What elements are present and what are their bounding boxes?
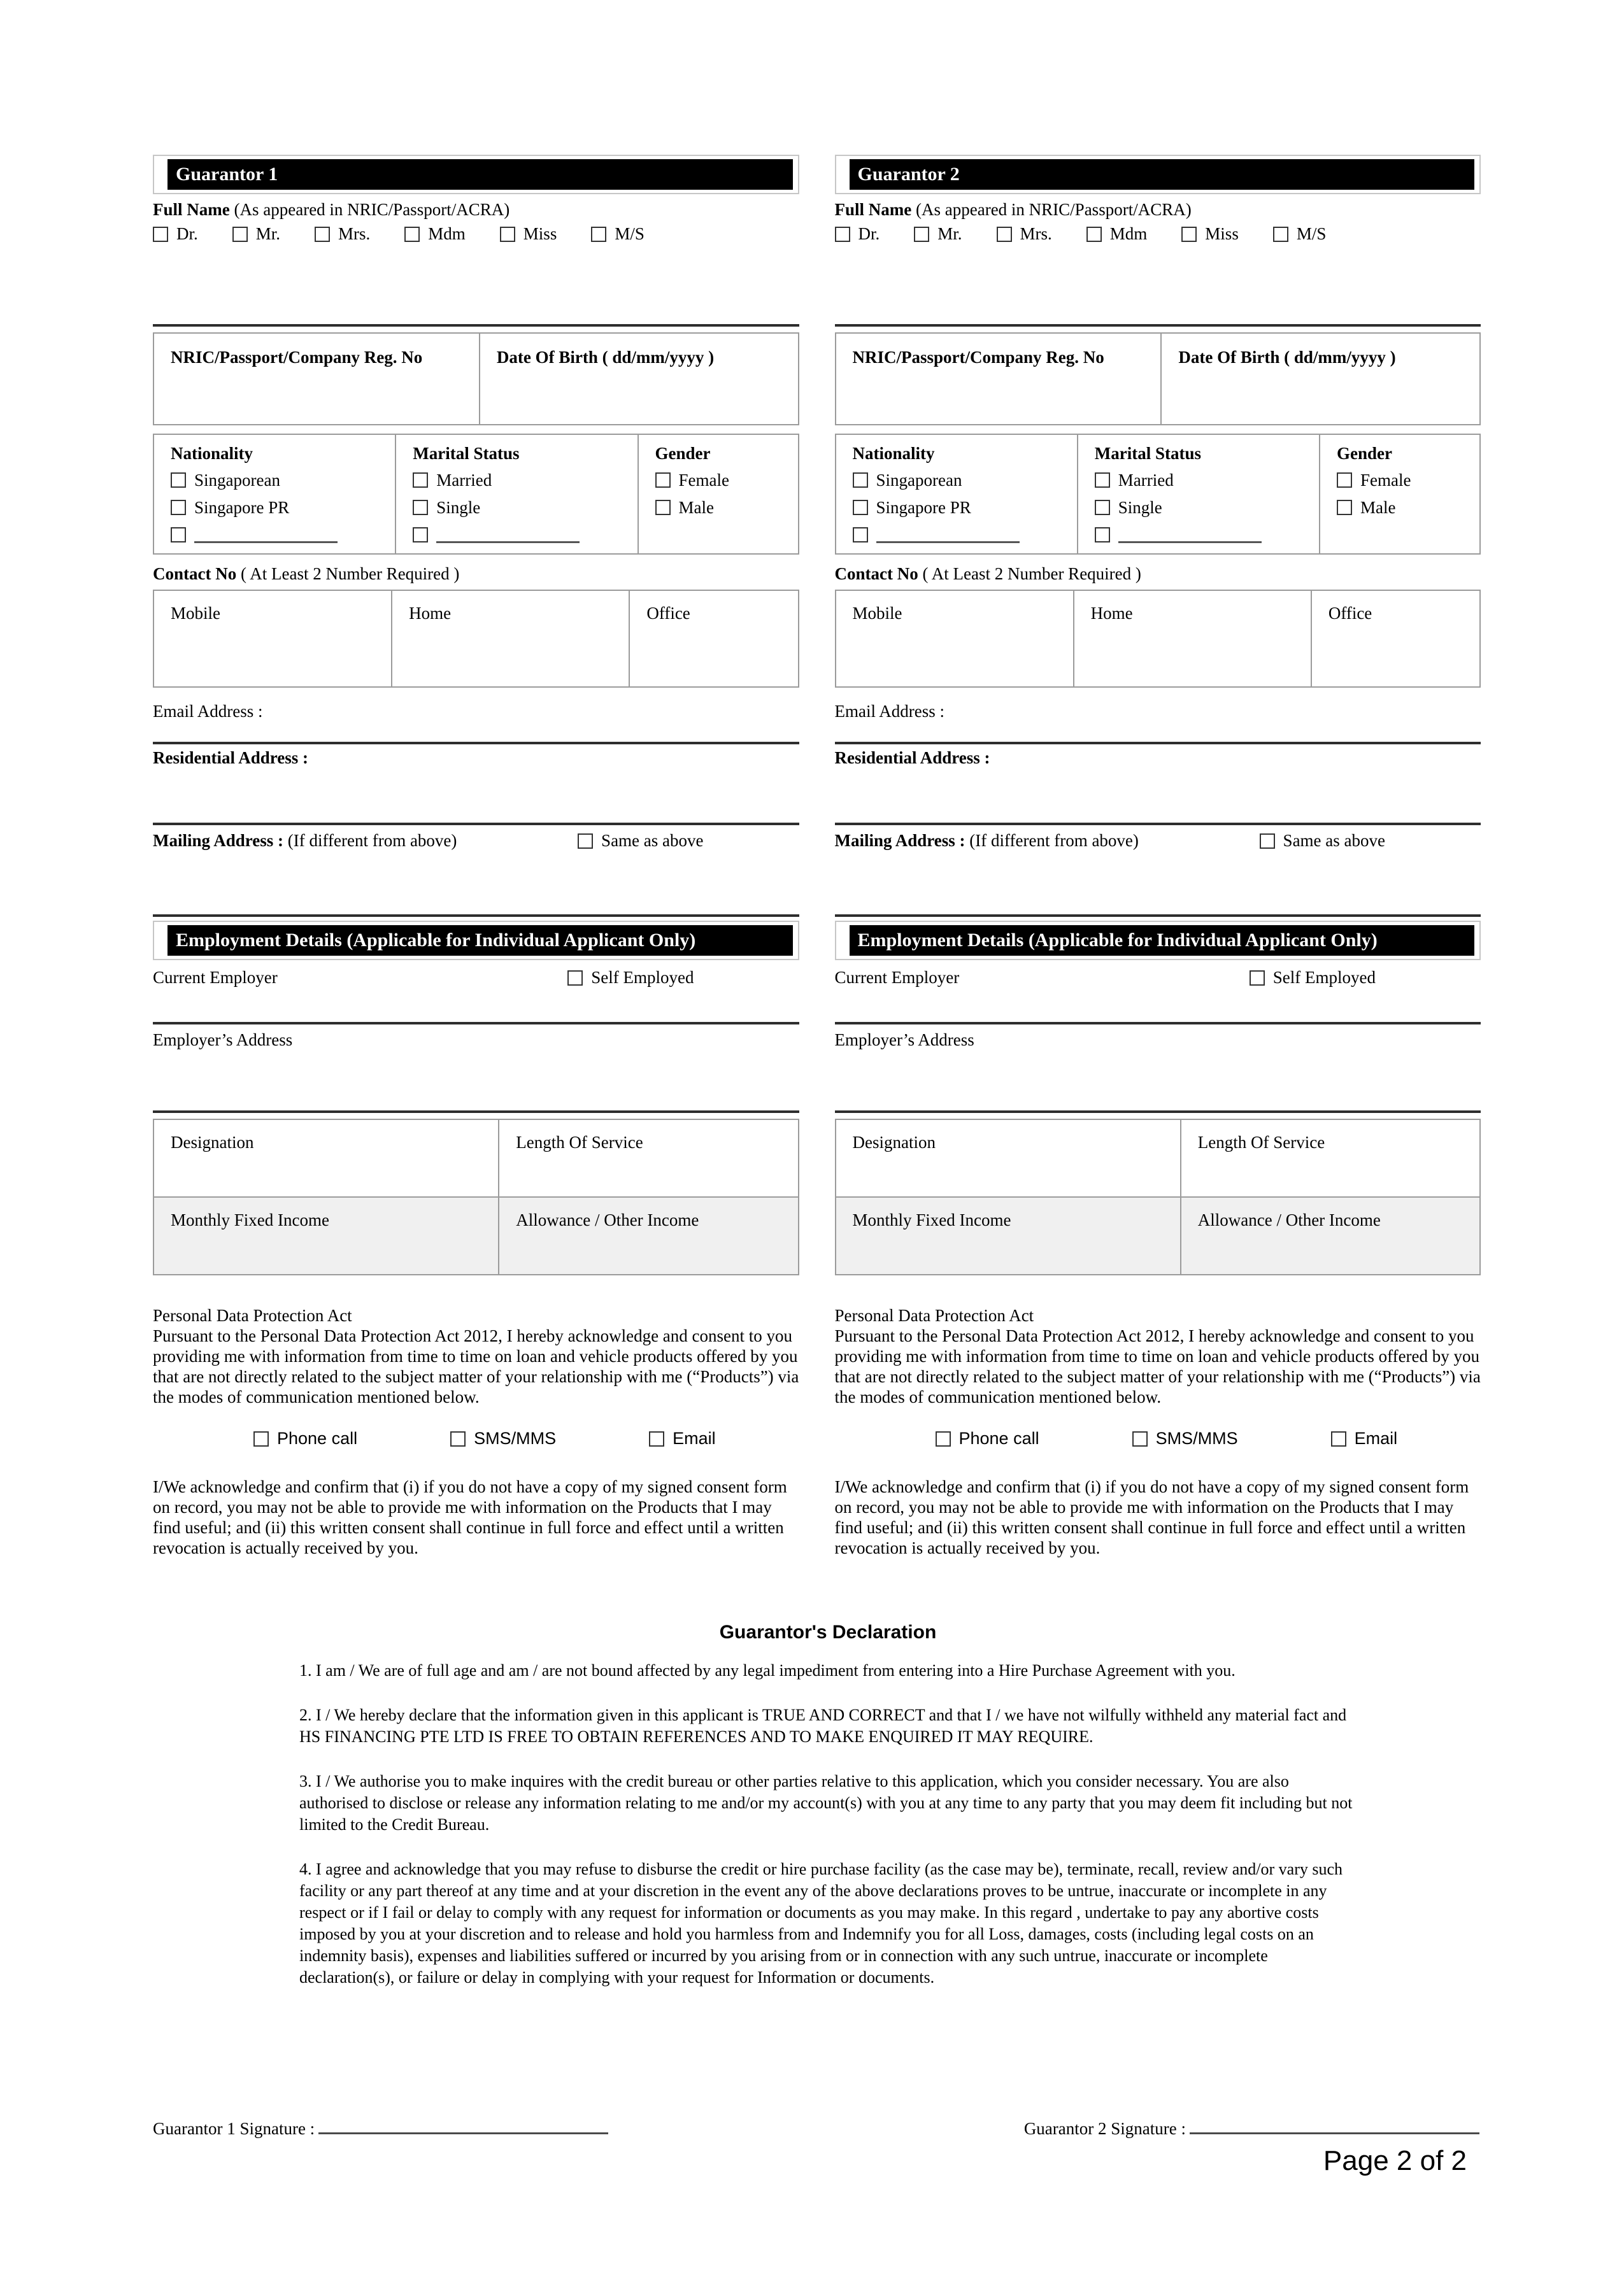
marital-status-label: Marital Status xyxy=(413,444,520,463)
divider xyxy=(153,1022,799,1024)
marital-status-label: Marital Status xyxy=(1094,444,1201,463)
declaration-item-2: 2. I / We hereby declare that the information given in this applicant is TRUE AND CORRECT and that I / we have not wilfully withheld any material fact and HS FINANCING PTE LTD IS FREE TO OBTAIN REFERENCES AND TO MAKE ENQUIRED IT MAY REQUIRE. xyxy=(299,1706,1347,1746)
mailing-address-row xyxy=(835,831,1481,851)
checkbox-icon[interactable] xyxy=(997,227,1012,242)
dob-input-cell[interactable] xyxy=(1161,333,1480,425)
nationality-option-singapore-pr[interactable] xyxy=(853,497,1072,518)
guarantor-1-section-header xyxy=(153,155,799,194)
same-as-above-label: Same as above xyxy=(601,831,704,850)
option-label: Female xyxy=(678,470,729,490)
mailing-address-label xyxy=(835,831,1139,851)
mailing-address-row xyxy=(153,831,799,851)
nric-input-cell[interactable] xyxy=(153,333,480,425)
checkbox-icon[interactable] xyxy=(835,227,850,242)
current-employer-row xyxy=(153,968,799,988)
salutation-label: Mdm xyxy=(1109,224,1148,243)
option-label: Singaporean xyxy=(876,470,962,490)
marital-option-single[interactable] xyxy=(1095,497,1314,518)
option-label: Married xyxy=(1118,470,1174,490)
length-of-service-label: Length Of Service xyxy=(516,1133,643,1152)
option-label: Male xyxy=(678,497,714,517)
checkbox-icon[interactable] xyxy=(450,1431,466,1447)
checkbox-icon[interactable] xyxy=(315,227,330,242)
checkbox-icon[interactable] xyxy=(1181,227,1197,242)
marital-other-write-line[interactable] xyxy=(1118,527,1262,543)
divider xyxy=(835,914,1481,917)
divider xyxy=(153,324,799,327)
office-label: Office xyxy=(1328,604,1372,623)
nationality-option-singaporean[interactable] xyxy=(853,469,1072,491)
checkbox-icon[interactable] xyxy=(1095,527,1110,542)
salutation-option-dr[interactable] xyxy=(153,224,198,244)
checkbox-icon[interactable] xyxy=(1331,1431,1346,1447)
nationality-other-write-line[interactable] xyxy=(876,527,1020,543)
contact-no-label xyxy=(153,564,799,584)
employment-title-bar: Employment Details (Applicable for Individual Applicant Only) xyxy=(850,925,1475,956)
option-label: Female xyxy=(1360,470,1411,490)
salutation-row xyxy=(153,224,799,244)
gender-cell xyxy=(638,434,799,554)
identity-table xyxy=(835,332,1481,425)
channel-option-phone-call[interactable] xyxy=(936,1429,1039,1449)
salutation-option-dr[interactable] xyxy=(835,224,880,244)
checkbox-icon[interactable] xyxy=(936,1431,951,1447)
demographics-table xyxy=(153,434,799,555)
mobile-label: Mobile xyxy=(852,604,902,623)
employment-table xyxy=(835,1119,1481,1275)
checkbox-icon[interactable] xyxy=(655,472,671,488)
guarantor-2-signature-line[interactable] xyxy=(1190,2116,1479,2134)
gender-option-female[interactable] xyxy=(655,469,793,491)
declaration-item-4: 4. I agree and acknowledge that you may refuse to disburse the credit or hire purchase facility (as the case may be), terminate, recall, review and/or vary such facility or any part thereof at any time and at your discretion in the event any of the above declarations proves to be untrue, inaccurate or incomplete in any respect or if I fail or delay to comply with any request for information or documents as you may make. In this regard , undertake to pay any abortive costs imposed by you at your discretion and to release and hold you harmless from and Indemnify you for all Loss, damages, costs (including legal costs on an indemnity basis), expenses and liabilities suffered or incurred by you arising from or in connection with any such untrue, inaccurate or incomplete declaration(s), or failure or delay in complying with your request for Information or documents. xyxy=(299,1860,1343,1987)
checkbox-icon[interactable] xyxy=(500,227,515,242)
employer-address-label: Employer’s Address xyxy=(153,1030,293,1049)
current-employer-label: Current Employer xyxy=(834,968,960,987)
residential-address-label: Residential Address : xyxy=(153,748,309,767)
same-as-above-label: Same as above xyxy=(1283,831,1385,850)
monthly-income-label: Monthly Fixed Income xyxy=(171,1210,329,1229)
mobile-label: Mobile xyxy=(171,604,220,623)
checkbox-icon[interactable] xyxy=(1086,227,1102,242)
residential-write-line[interactable] xyxy=(153,823,799,825)
contact-no-note: ( At Least 2 Number Required ) xyxy=(240,564,460,583)
checkbox-icon[interactable] xyxy=(567,970,583,986)
nationality-label: Nationality xyxy=(171,444,253,463)
marital-option-married[interactable] xyxy=(1095,469,1314,491)
salutation-option-mr[interactable] xyxy=(232,224,280,244)
declaration-item-3: 3. I / We authorise you to make inquires with the credit bureau or other parties relative to this application, which you consider necessary. You are also authorised to disclose or release any information relating to me and/or my account(s) with you at any time to any party that you may deem fit including but not limited to the Credit Bureau. xyxy=(299,1772,1353,1834)
channel-label: Phone call xyxy=(277,1429,358,1448)
nationality-cell xyxy=(836,434,1078,554)
guarantor-2-title-bar: Guarantor 2 xyxy=(850,159,1475,190)
salutation-label: Mr. xyxy=(937,224,962,243)
divider xyxy=(153,914,799,917)
office-label: Office xyxy=(646,604,690,623)
employer-address-label: Employer’s Address xyxy=(834,1030,974,1049)
nationality-option-other[interactable] xyxy=(171,524,390,546)
gender-label: Gender xyxy=(1337,444,1392,463)
email-address-field[interactable] xyxy=(835,702,1481,744)
checkbox-icon[interactable] xyxy=(413,472,428,488)
salutation-option-mdm[interactable] xyxy=(404,224,466,244)
salutation-option-mrs[interactable] xyxy=(315,224,370,244)
marital-status-cell xyxy=(1078,434,1320,554)
guarantor-2-signature xyxy=(1024,2116,1479,2139)
employment-section-header xyxy=(835,921,1481,960)
office-input-cell[interactable] xyxy=(629,590,798,687)
salutation-label: Dr. xyxy=(858,224,880,243)
self-employed-label: Self Employed xyxy=(1272,968,1376,987)
gender-option-female[interactable] xyxy=(1337,469,1474,491)
monthly-income-input-cell[interactable] xyxy=(153,1197,499,1275)
pdpa-acknowledgement: I/We acknowledge and confirm that (i) if you do not have a copy of my signed consent form on record, you may not be able to provide me with information on the Products that I may find useful; and (ii) this written consent shall continue in full force and effect until a written revocation is actually received by you. xyxy=(834,1477,1469,1557)
page-number: Page 2 of 2 xyxy=(1323,2145,1467,2176)
pdpa-body: Pursuant to the Personal Data Protection Act 2012, I hereby acknowledge and consent to you providing me with information from time to time on loan and vehicle products offered by you that are not directly related to the subject matter of your relationship with me (“Products”) via the modes of communication mentioned below. xyxy=(153,1326,799,1407)
declaration-item-1: 1. I am / We are of full age and am / are not bound affected by any legal impediment from entering into a Hire Purchase Agreement with you. xyxy=(299,1661,1236,1680)
pdpa-title: Personal Data Protection Act xyxy=(153,1306,352,1325)
mailing-address-label-bold: Mailing Address : xyxy=(834,831,965,850)
checkbox-icon[interactable] xyxy=(578,833,593,849)
salutation-label: M/S xyxy=(1296,224,1327,243)
option-label: Married xyxy=(436,470,492,490)
guarantor-1-title-bar: Guarantor 1 xyxy=(167,159,793,190)
nationality-option-singapore-pr[interactable] xyxy=(171,497,390,518)
full-name-label-bold: Full Name xyxy=(834,200,912,219)
office-input-cell[interactable] xyxy=(1311,590,1480,687)
checkbox-icon[interactable] xyxy=(171,527,186,542)
checkbox-icon[interactable] xyxy=(655,500,671,515)
salutation-option-miss[interactable] xyxy=(1181,224,1239,244)
checkbox-icon[interactable] xyxy=(1095,500,1110,515)
length-of-service-input-cell[interactable] xyxy=(1181,1119,1480,1197)
monthly-income-label: Monthly Fixed Income xyxy=(852,1210,1011,1229)
employment-section-header xyxy=(153,921,799,960)
channel-label: Email xyxy=(1354,1429,1398,1448)
pdpa-channels-row xyxy=(835,1429,1481,1449)
guarantor-2-signature-label: Guarantor 2 Signature : xyxy=(1023,2119,1186,2138)
checkbox-icon[interactable] xyxy=(153,227,168,242)
nationality-option-other[interactable] xyxy=(853,524,1072,546)
contact-table xyxy=(153,590,799,688)
salutation-option-ms[interactable] xyxy=(591,224,645,244)
checkbox-icon[interactable] xyxy=(853,472,868,488)
allowance-input-cell[interactable] xyxy=(499,1197,798,1275)
dob-input-cell[interactable] xyxy=(480,333,799,425)
allowance-label: Allowance / Other Income xyxy=(1197,1210,1381,1229)
contact-no-label-bold: Contact No xyxy=(153,564,237,583)
salutation-label: Mrs. xyxy=(338,224,371,243)
channel-label: Phone call xyxy=(958,1429,1039,1448)
checkbox-icon[interactable] xyxy=(914,227,929,242)
checkbox-icon[interactable] xyxy=(1095,472,1110,488)
marital-status-cell xyxy=(395,434,637,554)
contact-no-label-bold: Contact No xyxy=(834,564,918,583)
channel-label: Email xyxy=(673,1429,716,1448)
home-input-cell[interactable] xyxy=(392,590,629,687)
contact-no-note: ( At Least 2 Number Required ) xyxy=(922,564,1141,583)
option-label: Singaporean xyxy=(194,470,280,490)
salutation-label: Mrs. xyxy=(1020,224,1052,243)
residential-address-label: Residential Address : xyxy=(834,748,990,767)
nationality-cell xyxy=(153,434,395,554)
mailing-address-label xyxy=(153,831,457,851)
pdpa-acknowledgement: I/We acknowledge and confirm that (i) if you do not have a copy of my signed consent form on record, you may not be able to provide me with information on the Products that I may find useful; and (ii) this written consent shall continue in full force and effect until a written revocation is actually received by you. xyxy=(153,1477,787,1557)
marital-option-other[interactable] xyxy=(1095,524,1314,546)
divider xyxy=(835,324,1481,327)
salutation-option-miss[interactable] xyxy=(500,224,557,244)
home-input-cell[interactable] xyxy=(1074,590,1311,687)
employment-title-bar: Employment Details (Applicable for Individual Applicant Only) xyxy=(167,925,793,956)
allowance-label: Allowance / Other Income xyxy=(516,1210,699,1229)
guarantor-declaration-section xyxy=(299,1622,1357,1988)
checkbox-icon[interactable] xyxy=(649,1431,664,1447)
full-name-note: (As appeared in NRIC/Passport/ACRA) xyxy=(234,200,510,219)
checkbox-icon[interactable] xyxy=(1337,472,1352,488)
checkbox-icon[interactable] xyxy=(232,227,248,242)
checkbox-icon[interactable] xyxy=(1337,500,1352,515)
home-label: Home xyxy=(1090,604,1133,623)
length-of-service-input-cell[interactable] xyxy=(499,1119,798,1197)
checkbox-icon[interactable] xyxy=(1132,1431,1148,1447)
divider xyxy=(153,1110,799,1113)
checkbox-icon[interactable] xyxy=(171,500,186,515)
divider xyxy=(835,1022,1481,1024)
checkbox-icon[interactable] xyxy=(413,527,428,542)
salutation-option-mrs[interactable] xyxy=(997,224,1052,244)
mobile-input-cell[interactable] xyxy=(836,590,1074,687)
nric-label: NRIC/Passport/Company Reg. No xyxy=(852,348,1104,367)
nric-label: NRIC/Passport/Company Reg. No xyxy=(171,348,423,367)
email-address-label: Email Address : xyxy=(834,702,944,721)
salutation-label: Miss xyxy=(1205,224,1239,243)
email-address-label: Email Address : xyxy=(153,702,263,721)
checkbox-icon[interactable] xyxy=(171,472,186,488)
designation-label: Designation xyxy=(171,1133,254,1152)
full-name-label xyxy=(153,200,799,220)
marital-option-single[interactable] xyxy=(413,497,632,518)
checkbox-icon[interactable] xyxy=(1260,833,1275,849)
contact-table xyxy=(835,590,1481,688)
gender-label: Gender xyxy=(655,444,711,463)
checkbox-icon[interactable] xyxy=(404,227,420,242)
allowance-input-cell[interactable] xyxy=(1181,1197,1480,1275)
gender-option-male[interactable] xyxy=(1337,497,1474,518)
home-label: Home xyxy=(409,604,452,623)
current-employer-row xyxy=(835,968,1481,988)
gender-cell xyxy=(1320,434,1480,554)
nationality-option-singaporean[interactable] xyxy=(171,469,390,491)
gender-option-male[interactable] xyxy=(655,497,793,518)
marital-other-write-line[interactable] xyxy=(436,527,580,543)
option-label: Singapore PR xyxy=(194,497,290,517)
checkbox-icon[interactable] xyxy=(1273,227,1288,242)
pdpa-title: Personal Data Protection Act xyxy=(834,1306,1034,1325)
employment-table xyxy=(153,1119,799,1275)
checkbox-icon[interactable] xyxy=(253,1431,269,1447)
same-as-above-option[interactable] xyxy=(1260,831,1385,851)
checkbox-icon[interactable] xyxy=(853,527,868,542)
full-name-label xyxy=(835,200,1481,220)
dob-label: Date Of Birth ( dd/mm/yyyy ) xyxy=(1178,348,1396,367)
salutation-label: Mr. xyxy=(255,224,281,243)
channel-option-sms-mms[interactable] xyxy=(1132,1429,1238,1449)
guarantor-2-section-header xyxy=(835,155,1481,194)
checkbox-icon[interactable] xyxy=(853,500,868,515)
self-employed-label: Self Employed xyxy=(591,968,694,987)
salutation-row xyxy=(835,224,1481,244)
declaration-title: Guarantor's Declaration xyxy=(719,1622,937,1643)
salutation-option-mr[interactable] xyxy=(914,224,962,244)
option-label: Single xyxy=(436,497,481,517)
full-name-note: (As appeared in NRIC/Passport/ACRA) xyxy=(916,200,1192,219)
current-employer-label: Current Employer xyxy=(153,968,278,987)
nationality-label: Nationality xyxy=(852,444,935,463)
monthly-income-input-cell[interactable] xyxy=(836,1197,1181,1275)
dob-label: Date Of Birth ( dd/mm/yyyy ) xyxy=(496,348,715,367)
pdpa-channels-row xyxy=(153,1429,799,1449)
checkbox-icon[interactable] xyxy=(1250,970,1265,986)
guarantor-1-signature xyxy=(153,2116,608,2139)
identity-table xyxy=(153,332,799,425)
channel-label: SMS/MMS xyxy=(474,1429,557,1448)
same-as-above-option[interactable] xyxy=(578,831,703,851)
length-of-service-label: Length Of Service xyxy=(1197,1133,1325,1152)
self-employed-option[interactable] xyxy=(567,968,694,988)
contact-no-label xyxy=(835,564,1481,584)
demographics-table xyxy=(835,434,1481,555)
pdpa-body: Pursuant to the Personal Data Protection Act 2012, I hereby acknowledge and consent to you providing me with information from time to time on loan and vehicle products offered by you that are not directly related to the subject matter of your relationship with me (“Products”) via the modes of communication mentioned below. xyxy=(834,1326,1481,1407)
salutation-label: Dr. xyxy=(176,224,198,243)
guarantor-1-signature-line[interactable] xyxy=(318,2116,608,2134)
marital-option-other[interactable] xyxy=(413,524,632,546)
channel-option-email[interactable] xyxy=(1331,1429,1398,1449)
full-name-label-bold: Full Name xyxy=(153,200,230,219)
designation-input-cell[interactable] xyxy=(836,1119,1181,1197)
signature-row xyxy=(0,2116,1624,2139)
divider xyxy=(835,1110,1481,1113)
channel-option-phone-call[interactable] xyxy=(253,1429,357,1449)
mobile-input-cell[interactable] xyxy=(153,590,392,687)
mailing-address-note: (If different from above) xyxy=(287,831,457,850)
marital-option-married[interactable] xyxy=(413,469,632,491)
residential-write-line[interactable] xyxy=(835,823,1481,825)
guarantor-1-signature-label: Guarantor 1 Signature : xyxy=(153,2119,315,2138)
channel-option-sms-mms[interactable] xyxy=(450,1429,556,1449)
self-employed-option[interactable] xyxy=(1250,968,1376,988)
email-address-field[interactable] xyxy=(153,702,799,744)
mailing-address-label-bold: Mailing Address : xyxy=(153,831,284,850)
designation-label: Designation xyxy=(852,1133,936,1152)
guarantor-2-column xyxy=(835,155,1481,1558)
mailing-address-note: (If different from above) xyxy=(969,831,1139,850)
nationality-other-write-line[interactable] xyxy=(194,527,338,543)
option-label: Male xyxy=(1360,497,1396,517)
channel-option-email[interactable] xyxy=(649,1429,716,1449)
salutation-label: Miss xyxy=(523,224,557,243)
designation-input-cell[interactable] xyxy=(153,1119,499,1197)
checkbox-icon[interactable] xyxy=(413,500,428,515)
option-label: Single xyxy=(1118,497,1162,517)
salutation-option-ms[interactable] xyxy=(1273,224,1327,244)
salutation-option-mdm[interactable] xyxy=(1086,224,1148,244)
option-label: Singapore PR xyxy=(876,497,971,517)
checkbox-icon[interactable] xyxy=(591,227,606,242)
guarantor-1-column xyxy=(153,155,799,1558)
channel-label: SMS/MMS xyxy=(1155,1429,1238,1448)
nric-input-cell[interactable] xyxy=(836,333,1162,425)
salutation-label: M/S xyxy=(615,224,645,243)
salutation-label: Mdm xyxy=(428,224,466,243)
